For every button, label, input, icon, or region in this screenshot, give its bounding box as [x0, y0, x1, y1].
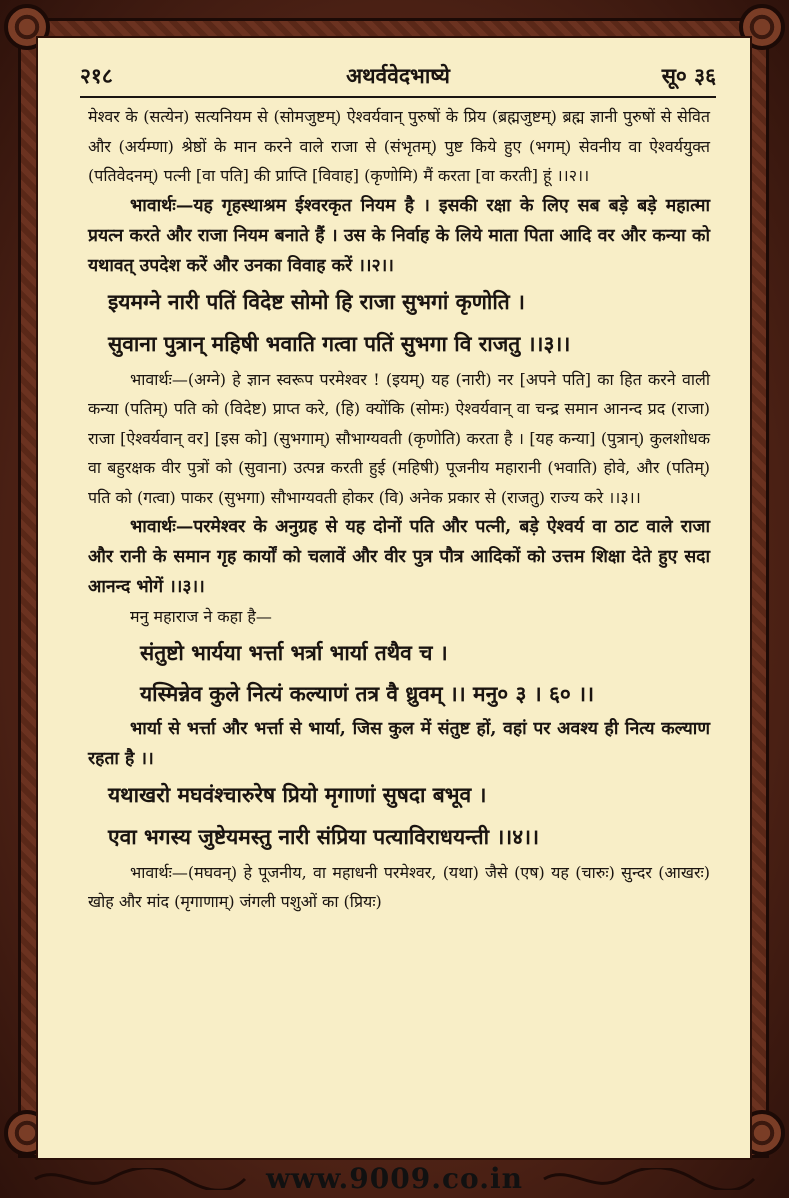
shloka-line-1: संतुष्टो भार्यया भर्त्ता भर्त्रा भार्या तथैव च । [140, 639, 448, 665]
page-number: २१८ [80, 63, 113, 88]
page-title: अथर्ववेदभाष्ये [346, 63, 450, 88]
sukta-number: सू० ३६ [661, 63, 716, 88]
verse-3-line-1: इयमग्ने नारी पतिं विदेष्ट सोमो हि राजा सुभगां कृणोति । [108, 288, 526, 314]
page-body [88, 102, 710, 917]
paragraph-shloka-meaning: भार्या से भर्त्ता और भर्त्ता से भार्या, जिस कुल में संतुष्ट हों, वहां पर अवश्य ही नित्य कल्याण रहता है ।। [88, 718, 710, 769]
book-page [36, 36, 752, 1160]
verse-4-line-1: यथाखरो मघवंश्चारुरेष प्रियो मृगाणां सुषदा बभूव । [108, 781, 487, 807]
page-header [80, 60, 716, 98]
paragraph-translation-3: भावार्थः—(अग्ने) हे ज्ञान स्वरूप परमेश्वर ! (इयम्) यह (नारी) नर [अपने पति] का हित करने वाली कन्या (पतिम्) पति को (विदेष्ट) प्राप्त करे, (हि) क्योंकि (सोमः) ऐश्वर्यवान् वा चन्द्र समान आनन्द प्रद (राजा) राजा [ऐश्वर्यवान् वर] [इस को] (सुभगाम्) सौभाग्यवती (कृणोति) करता है । [यह कन्या] (पुत्रान्) कुलशोधक वा बहुरक्षक वीर पुत्रों को (सुवाना) उत्पन्न करती हुई (महिषी) पूजनीय महारानी (भवाति) होवे, और (पतिम्) पति को (गत्वा) पाकर (सुभगा) सौभाग्यवती होकर (वि) अनेक प्रकार से (राजतु) राज्य करे ।।३।। [88, 369, 710, 507]
paragraph-translation-4: भावार्थः—(मघवन्) हे पूजनीय, वा महाधनी परमेश्वर, (यथा) जैसे (एष) यह (चारुः) सुन्दर (आखरः) खोह और मांद (मृगाणाम्) जंगली पशुओं का (प्रियः) [88, 862, 710, 911]
paragraph-bhavartha-3: भावार्थः—परमेश्वर के अनुग्रह से यह दोनों पति और पत्नी, बड़े ऐश्वर्य वा ठाट वाले राजा और रानी के समान गृह कार्यों को चलावें और वीर पुत्र पौत्र आदिकों को उत्तम शिक्षा देते हुए सदा आनन्द भोगें ।।३।। [88, 517, 710, 597]
paragraph-bhavartha-2: भावार्थः—यह गृहस्थाश्रम ईश्वरकृत नियम है । इसकी रक्षा के लिए सब बड़े बड़े महात्मा प्रयत्न करते और राजा नियम बनाते हैं । उस के निर्वाह के लिये माता पिता आदि वर और कन्या को यथावत् उपदेश करें और उनका विवाह करें ।।२।। [88, 195, 710, 276]
manu-intro: मनु महाराज ने कहा है— [130, 607, 272, 626]
paragraph-translation-2: मेश्वर के (सत्येन) सत्यनियम से (सोमजुष्टम्) ऐश्वर्यवान् पुरुषों के प्रिय (ब्रह्मजुष्टम्) ब्रह्म ज्ञानी पुरुषों से सेवित और (अर्यम्णा) श्रेष्ठों के मान करने वाले राजा से (संभृतम्) पुष्ट किये हुए (भगम्) सेवनीय वा ऐश्वर्ययुक्त (पतिवेदनम्) पत्नी [वा पति] की प्राप्ति [विवाह] (कृणोमि) मैं करता [वा करती] हूं ।।२।। [88, 107, 710, 185]
website-watermark[interactable]: www.9009.co.in [266, 1162, 523, 1195]
verse-3-line-2: सुवाना पुत्रान् महिषी भवाति गत्वा पतिं सुभगा वि राजतु ।।३।। [108, 330, 571, 356]
shloka-line-2: यस्मिन्नेव कुले नित्यं कल्याणं तत्र वै ध्रुवम् ।। मनु० ३ । ६० ।। [140, 680, 595, 706]
verse-4-line-2: एवा भगस्य जुष्टेयमस्तु नारी संप्रिया पत्याविराधयन्ती ।।४।। [108, 823, 540, 849]
